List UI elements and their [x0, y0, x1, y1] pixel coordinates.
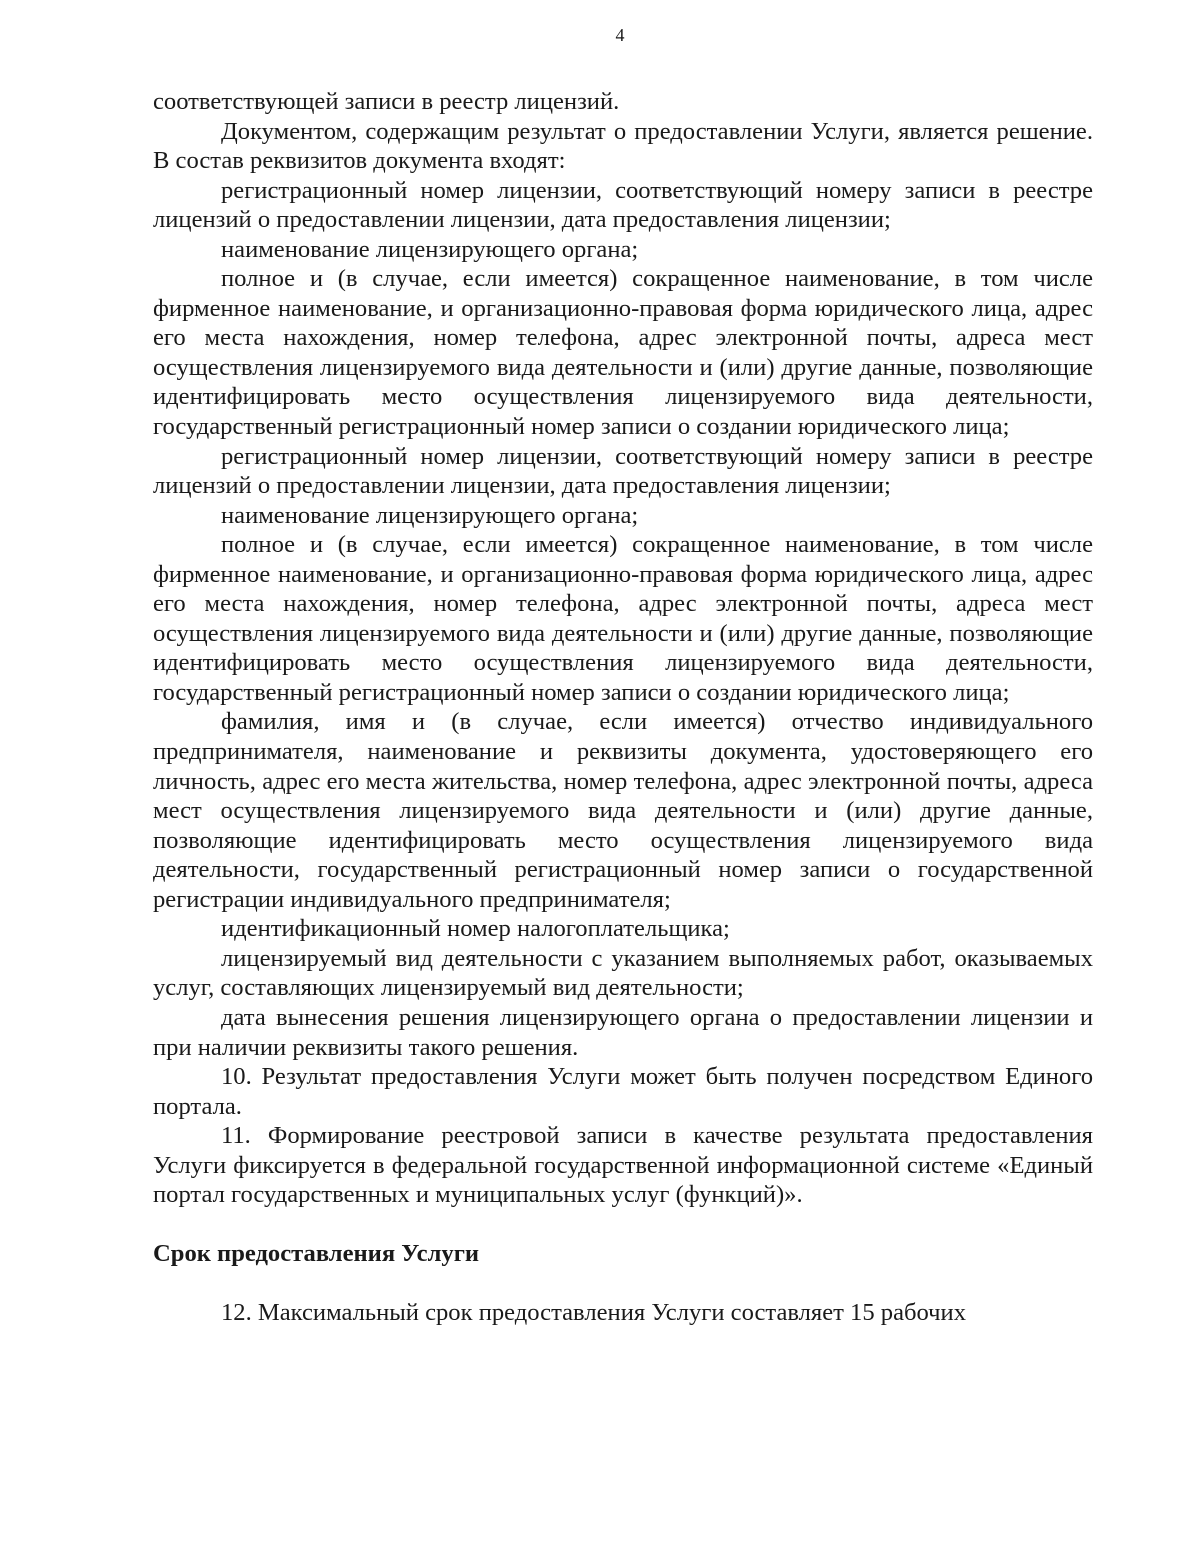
- document-body: [153, 87, 1093, 1328]
- paragraph-1: Документом, содержащим результат о предоставлении Услуги, является решение. В состав реквизитов документа входят:: [153, 117, 1093, 175]
- paragraph-3: наименование лицензирующего органа;: [221, 235, 639, 263]
- paragraph-9: идентификационный номер налогоплательщика;: [221, 915, 730, 943]
- paragraph-4: полное и (в случае, если имеется) сокращенное наименование, в том числе фирменное наименование, и организационно-правовая форма юридического лица, адрес его места нахождения, номер телефона, адрес электронной почты, адреса мест осуществления лицензируемого вида деятельности и (или) другие данные, позволяющие идентифицировать место осуществления лицензируемого вида деятельности, государственный регистрационный номер записи о создании юридического лица;: [153, 265, 1093, 441]
- paragraph-11: дата вынесения решения лицензирующего органа о предоставлении лицензии и при наличии реквизиты такого решения.: [153, 1003, 1093, 1061]
- section-heading: Срок предоставления Услуги: [153, 1240, 480, 1268]
- paragraph-10: лицензируемый вид деятельности с указанием выполняемых работ, оказываемых услуг, составляющих лицензируемый вид деятельности;: [153, 944, 1093, 1002]
- paragraph-14: 12. Максимальный срок предоставления Услуги составляет 15 рабочих: [221, 1299, 967, 1327]
- paragraph-13: 11. Формирование реестровой записи в качестве результата предоставления Услуги фиксируется в федеральной государственной информационной системе «Единый портал государственных и муниципальных услуг (функций)».: [153, 1122, 1093, 1209]
- paragraph-6: наименование лицензирующего органа;: [221, 501, 639, 529]
- paragraph-7: полное и (в случае, если имеется) сокращенное наименование, в том числе фирменное наименование, и организационно-правовая форма юридического лица, адрес его места нахождения, номер телефона, адрес электронной почты, адреса мест осуществления лицензируемого вида деятельности и (или) другие данные, позволяющие идентифицировать место осуществления лицензируемого вида деятельности, государственный регистрационный номер записи о создании юридического лица;: [153, 531, 1093, 706]
- paragraph-12: 10. Результат предоставления Услуги может быть получен посредством Единого портала.: [153, 1063, 1093, 1120]
- paragraph-2: регистрационный номер лицензии, соответствующий номеру записи в реестре лицензий о предоставлении лицензии, дата предоставления лицензии;: [153, 176, 1093, 234]
- paragraph-8: фамилия, имя и (в случае, если имеется) отчество индивидуального предпринимателя, наименование и реквизиты документа, удостоверяющего его личность, адрес его места жительства, номер телефона, адрес электронной почты, адреса мест осуществления лицензируемого вида деятельности и (или) другие данные, позволяющие идентифицировать место осуществления лицензируемого вида деятельности, государственный регистрационный номер записи о государственной регистрации индивидуального предпринимателя;: [153, 708, 1093, 913]
- paragraph-0: соответствующей записи в реестр лицензий.: [153, 88, 620, 115]
- page-number: 4: [615, 25, 625, 45]
- paragraph-5: регистрационный номер лицензии, соответствующий номеру записи в реестре лицензий о предоставлении лицензии, дата предоставления лицензии;: [153, 442, 1093, 500]
